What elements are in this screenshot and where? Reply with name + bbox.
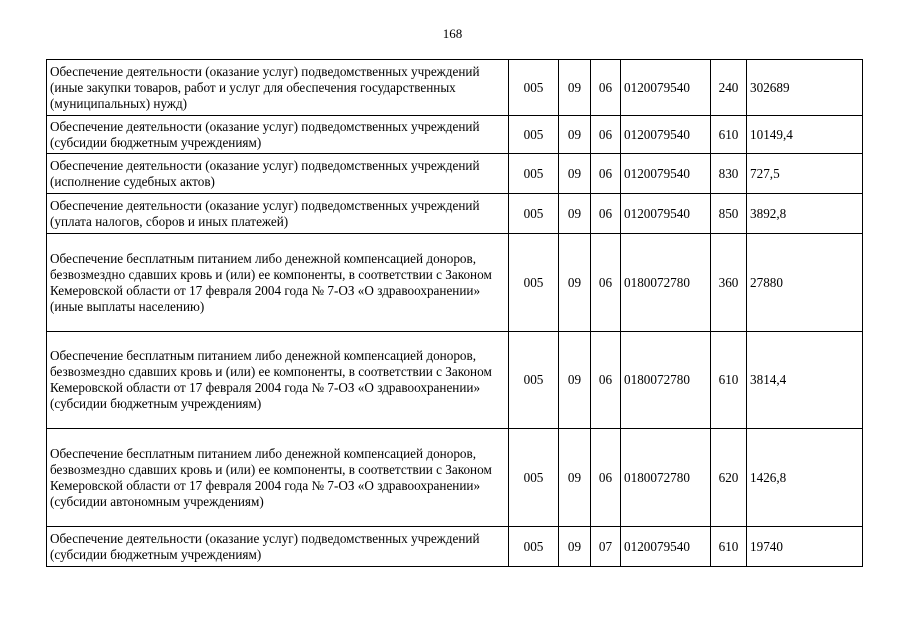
table-row [47,60,863,116]
row-sum: 302689 [747,60,863,116]
row-csr: 0180072780 [621,332,711,429]
page-number: 168 [442,26,463,41]
row-name: Обеспечение деятельности (оказание услуг) подведомственных учреждений (исполнение судебных актов) [47,154,509,194]
row-pr: 06 [591,154,621,194]
table-row [47,332,863,429]
table-row [47,234,863,332]
table-row [47,429,863,527]
row-csr: 0120079540 [621,194,711,234]
row-sum: 1426,8 [747,429,863,527]
row-csr: 0120079540 [621,60,711,116]
table-row [47,116,863,154]
row-vr: 360 [711,234,747,332]
row-rz: 09 [559,154,591,194]
row-sum: 3892,8 [747,194,863,234]
row-pr: 06 [591,234,621,332]
row-sum: 27880 [747,234,863,332]
row-pr: 06 [591,60,621,116]
row-name: Обеспечение бесплатным питанием либо денежной компенсацией доноров, безвозмездно сдавших кровь и (или) ее компоненты, в соответствии с Законом Кемеровской области от 17 февраля 2004 года № 7-ОЗ «О здравоохранении» (субсидии автономным учреждениям) [47,429,509,527]
row-ved: 005 [509,234,559,332]
row-csr: 0120079540 [621,527,711,567]
row-name: Обеспечение бесплатным питанием либо денежной компенсацией доноров, безвозмездно сдавших кровь и (или) ее компоненты, в соответствии с Законом Кемеровской области от 17 февраля 2004 года № 7-ОЗ «О здравоохранении» (иные выплаты населению) [47,234,509,332]
row-rz: 09 [559,194,591,234]
row-vr: 240 [711,60,747,116]
row-vr: 620 [711,429,747,527]
budget-table [46,59,863,567]
row-sum: 10149,4 [747,116,863,154]
row-name: Обеспечение деятельности (оказание услуг) подведомственных учреждений (субсидии бюджетным учреждениям) [47,527,509,567]
row-name: Обеспечение деятельности (оказание услуг) подведомственных учреждений (субсидии бюджетным учреждениям) [47,116,509,154]
row-name: Обеспечение деятельности (оказание услуг) подведомственных учреждений (иные закупки товаров, работ и услуг для обеспечения государственных (муниципальных) нужд) [47,60,509,116]
row-sum: 3814,4 [747,332,863,429]
row-ved: 005 [509,527,559,567]
row-vr: 610 [711,332,747,429]
row-vr: 610 [711,527,747,567]
row-pr: 06 [591,194,621,234]
row-ved: 005 [509,429,559,527]
row-vr: 610 [711,116,747,154]
row-pr: 06 [591,332,621,429]
table-row [47,527,863,567]
row-pr: 07 [591,527,621,567]
table-row [47,154,863,194]
row-sum: 19740 [747,527,863,567]
row-rz: 09 [559,234,591,332]
row-rz: 09 [559,332,591,429]
row-vr: 830 [711,154,747,194]
row-rz: 09 [559,116,591,154]
row-csr: 0120079540 [621,154,711,194]
row-rz: 09 [559,429,591,527]
row-sum: 727,5 [747,154,863,194]
row-pr: 06 [591,116,621,154]
table-row [47,194,863,234]
row-ved: 005 [509,154,559,194]
row-pr: 06 [591,429,621,527]
row-csr: 0120079540 [621,116,711,154]
row-vr: 850 [711,194,747,234]
row-name: Обеспечение деятельности (оказание услуг) подведомственных учреждений (уплата налогов, сборов и иных платежей) [47,194,509,234]
row-ved: 005 [509,60,559,116]
row-rz: 09 [559,60,591,116]
row-csr: 0180072780 [621,234,711,332]
row-rz: 09 [559,527,591,567]
row-csr: 0180072780 [621,429,711,527]
row-ved: 005 [509,332,559,429]
row-ved: 005 [509,116,559,154]
row-name: Обеспечение бесплатным питанием либо денежной компенсацией доноров, безвозмездно сдавших кровь и (или) ее компоненты, в соответствии с Законом Кемеровской области от 17 февраля 2004 года № 7-ОЗ «О здравоохранении» (субсидии бюджетным учреждениям) [47,332,509,429]
row-ved: 005 [509,194,559,234]
